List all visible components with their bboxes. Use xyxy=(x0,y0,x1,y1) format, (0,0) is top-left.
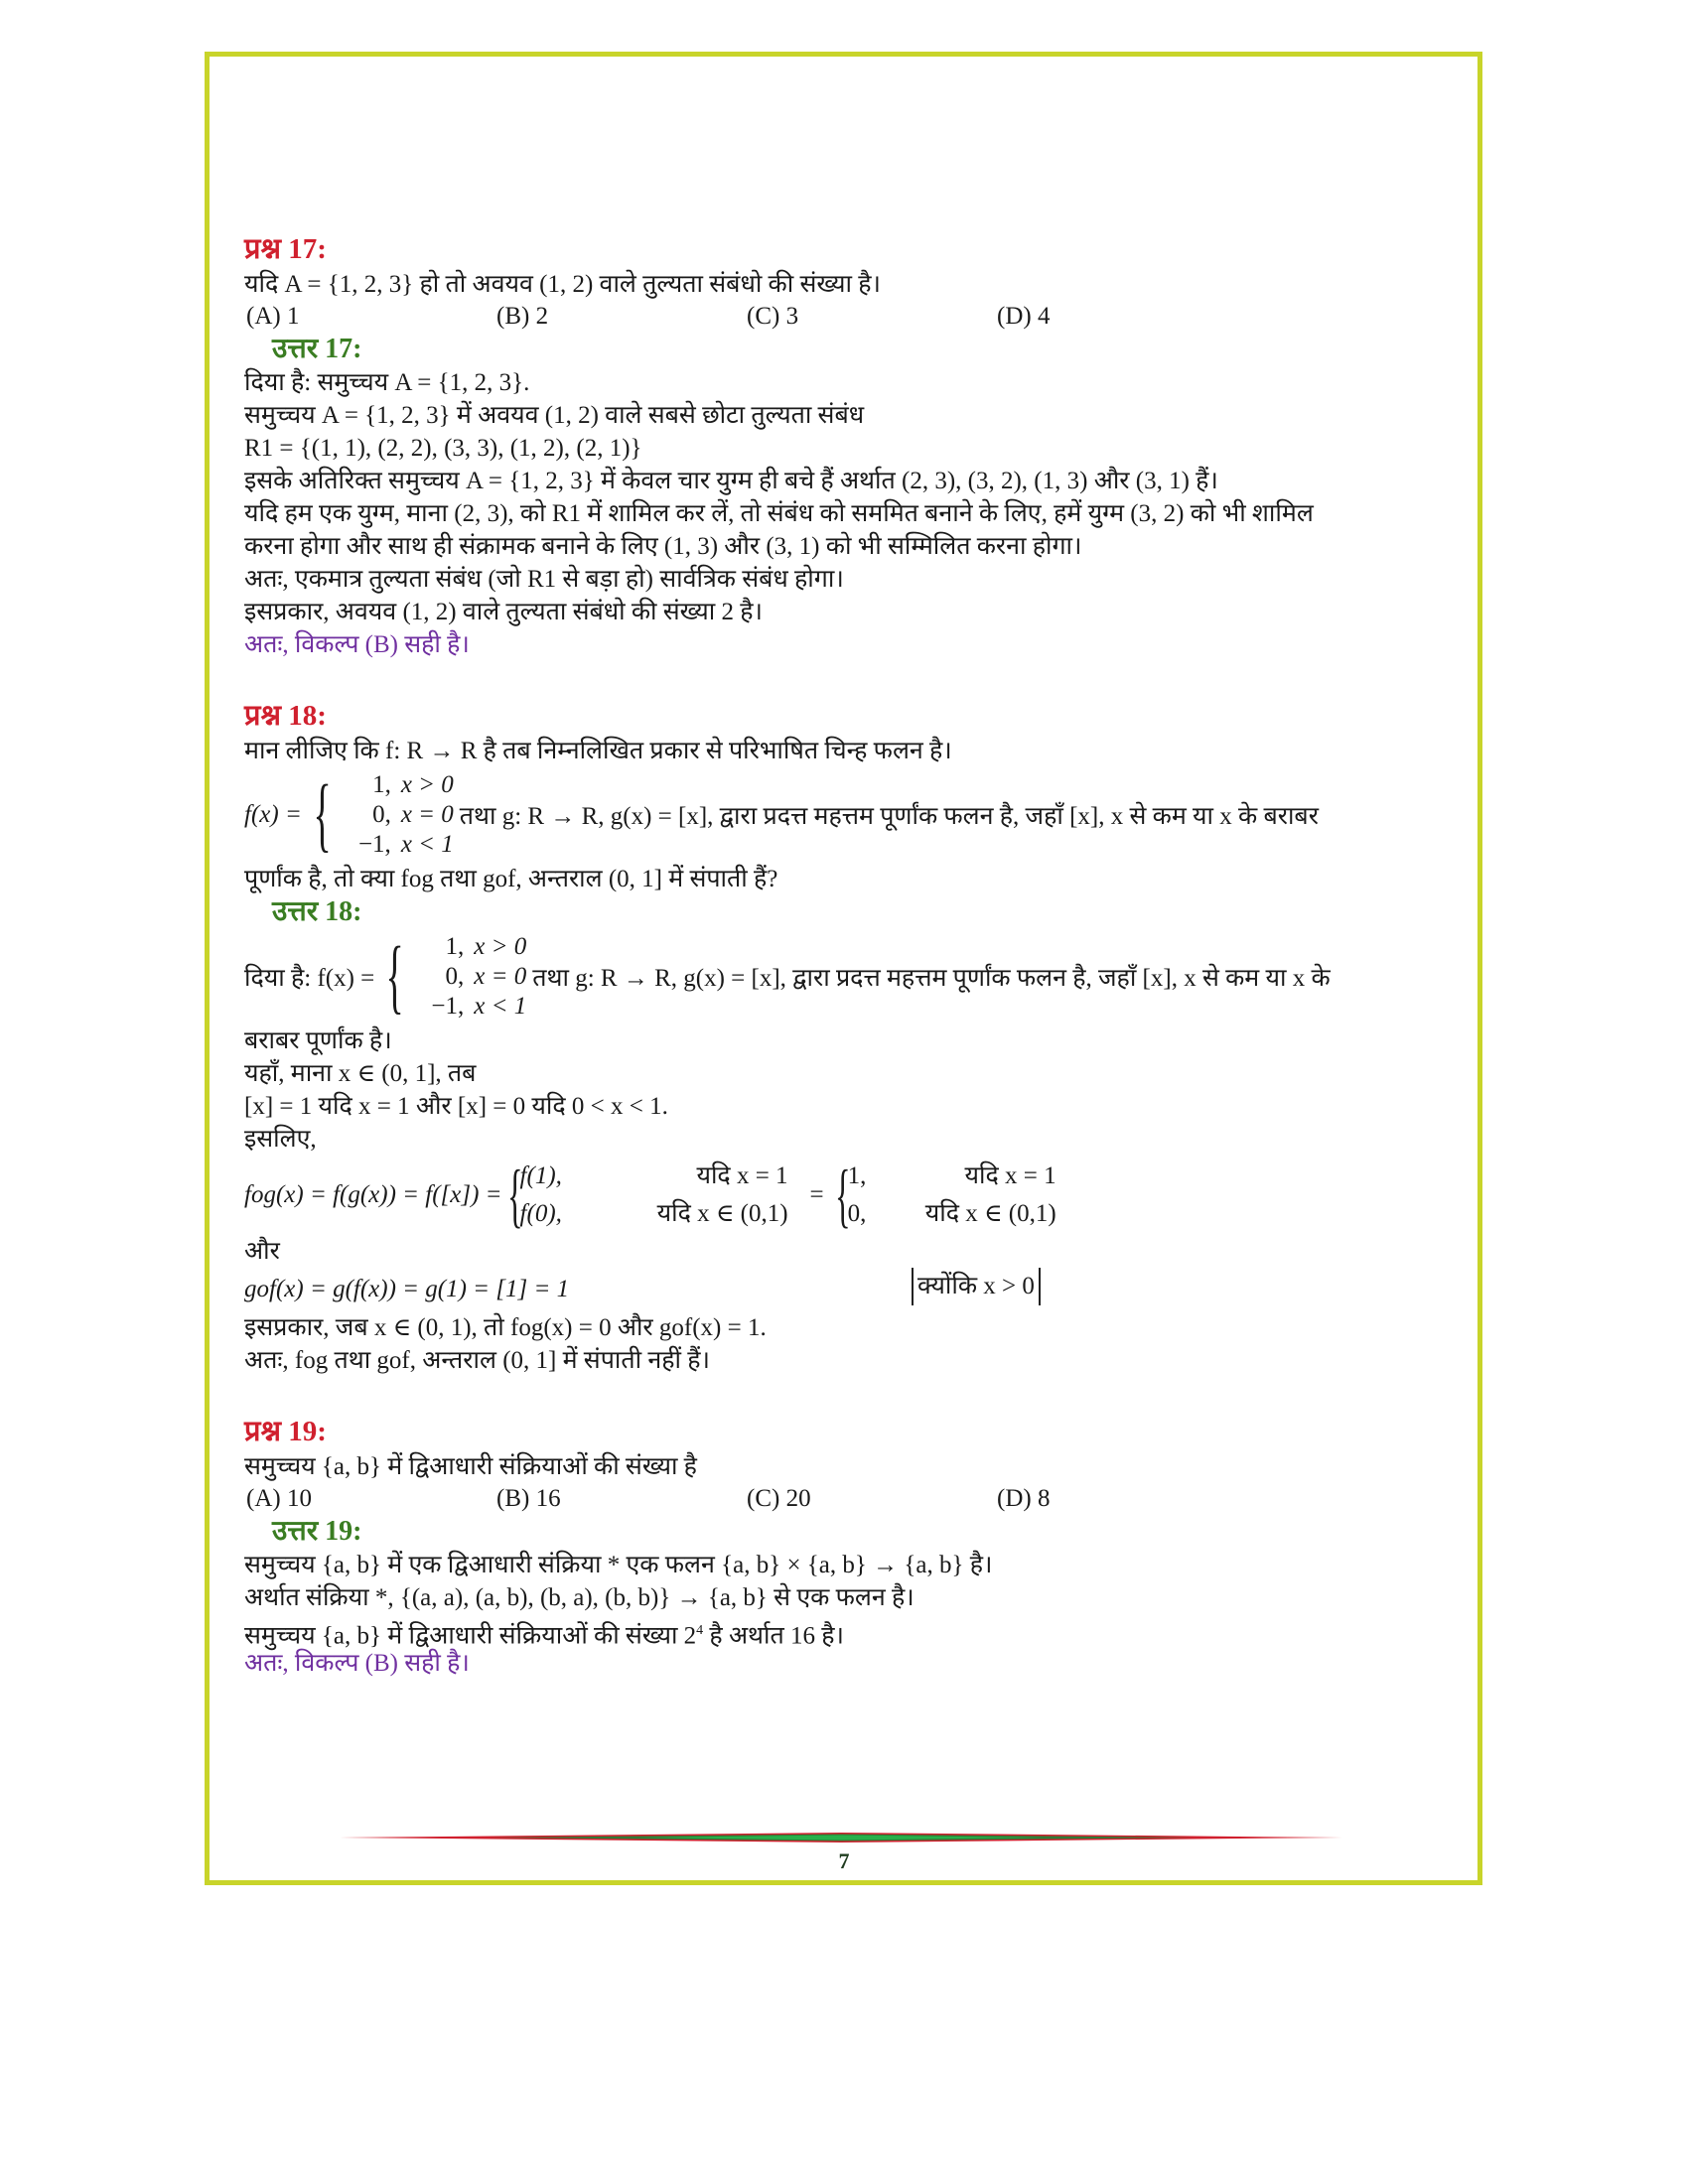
fx-label: f(x) = xyxy=(244,801,302,828)
case-row: −1, x < 1 xyxy=(357,831,454,858)
answer-line: और xyxy=(244,1238,280,1265)
question-heading: प्रश्न 18: xyxy=(244,700,327,732)
case-row: f(1), यदि x = 1 xyxy=(519,1162,788,1189)
fog-cases xyxy=(520,1158,788,1233)
left-brace-icon: { xyxy=(313,768,332,861)
answer-heading: उत्तर 18: xyxy=(272,896,362,927)
fog-lhs: fog(x) = f(g(x)) = f([x]) = xyxy=(244,1181,502,1208)
equals-sign: = xyxy=(809,1181,824,1208)
case-row: −1, x < 1 xyxy=(431,993,527,1020)
answer-conclusion: अतः, fog तथा gof, अन्तराल (0, 1] में संपाती नहीं हैं। xyxy=(244,1347,710,1374)
case-row: f(0), यदि x ∈ (0,1) xyxy=(519,1200,788,1227)
page-number: 7 xyxy=(838,1848,850,1873)
option-d: (D) 4 xyxy=(997,303,1051,330)
question-text: मान लीजिए कि f: R → R है तब निम्नलिखित प्रकार से परिभाषित चिन्ह फलन है। xyxy=(244,738,952,764)
section-gap xyxy=(244,661,1436,697)
option-d: (D) 8 xyxy=(997,1485,1051,1512)
gof-equation xyxy=(244,1268,1436,1311)
answer-line: बराबर पूर्णांक है। xyxy=(244,1027,392,1054)
answer-line: इसलिए, xyxy=(244,1126,317,1153)
answer-line: इसप्रकार, जब x ∈ (0, 1), तो fog(x) = 0 और gof(x) = 1. xyxy=(244,1314,767,1341)
fog-equation xyxy=(244,1156,1436,1235)
question-17 xyxy=(244,230,1436,661)
fog-result-cases xyxy=(848,1158,1056,1233)
question-heading: प्रश्न 19: xyxy=(244,1416,327,1447)
option-c: (C) 20 xyxy=(747,1485,811,1512)
option-b: (B) 16 xyxy=(496,1485,561,1512)
answer-line: समुच्चय A = {1, 2, 3} में अवयव (1, 2) वाले सबसे छोटा तुल्यता संबंध xyxy=(244,402,865,429)
answer-line: करना होगा और साथ ही संक्रामक बनाने के लिए (1, 3) और (3, 1) को भी सम्मिलित करना होगा। xyxy=(244,533,1082,560)
question-text: यदि A = {1, 2, 3} हो तो अवयव (1, 2) वाले तुल्यता संबंधो की संख्या है। xyxy=(244,271,881,298)
gof-note: क्योंकि x > 0 xyxy=(912,1268,1041,1305)
option-a: (A) 1 xyxy=(246,303,300,330)
option-c: (C) 3 xyxy=(747,303,799,330)
exponent: 4 xyxy=(696,1623,704,1638)
piecewise-cases xyxy=(334,770,454,860)
options-row xyxy=(244,301,1436,333)
left-brace-icon: { xyxy=(506,1156,523,1235)
answer-heading: उत्तर 17: xyxy=(272,334,362,364)
piecewise-given xyxy=(244,929,1436,1024)
piecewise-definition xyxy=(244,767,1436,863)
answer-line: [x] = 1 यदि x = 1 और [x] = 0 यदि 0 < x < 1. xyxy=(244,1093,668,1120)
answer-heading: उत्तर 19: xyxy=(272,1516,362,1547)
answer-line: अर्थात संक्रिया *, {(a, a), (a, b), (b, a), (b, b)} → {a, b} से एक फलन है। xyxy=(244,1584,914,1611)
option-b: (B) 2 xyxy=(496,303,549,330)
question-19 xyxy=(244,1413,1436,1680)
question-text: पूर्णांक है, तो क्या fog तथा gof, अन्तराल (0, 1] में संपाती हैं? xyxy=(244,866,778,892)
answer-conclusion: अतः, विकल्प (B) सही है। xyxy=(244,631,470,658)
question-18 xyxy=(244,697,1436,1377)
answer-line: समुच्चय {a, b} में द्विआधारी संक्रियाओं की संख्या $2^4$ है अर्थात 16 है। xyxy=(244,1622,844,1650)
left-brace-icon: { xyxy=(385,930,404,1023)
case-row: 1, x > 0 xyxy=(445,933,527,960)
case-row: 1, यदि x = 1 xyxy=(847,1162,1056,1189)
option-a: (A) 10 xyxy=(246,1485,312,1512)
answer-line: इसप्रकार, अवयव (1, 2) वाले तुल्यता संबंधो की संख्या 2 है। xyxy=(244,599,764,625)
piecewise-cases xyxy=(406,932,526,1022)
case-row: 0, x = 0 xyxy=(372,801,454,828)
answer-line: इसके अतिरिक्त समुच्चय A = {1, 2, 3} में केवल चार युग्म ही बचे हैं अर्थात (2, 3), (3, 2), (1, 3) और (3, 1) हैं। xyxy=(244,468,1218,494)
question-text-continued: तथा g: R → R, g(x) = [x], द्वारा प्रदत्त महत्तम पूर्णांक फलन है, जहाँ [x], x से कम या x के बराबर xyxy=(459,803,1319,830)
page-content xyxy=(244,230,1436,1680)
question-heading: प्रश्न 17: xyxy=(244,233,327,265)
answer-line: यदि हम एक युग्म, माना (2, 3), को R1 में शामिल कर लें, तो संबंध को सममित बनाने के लिए, हमें युग्म (3, 2) को भी शामिल xyxy=(244,500,1314,527)
answer-line: यहाँ, माना x ∈ (0, 1], तब xyxy=(244,1060,477,1087)
answer-text-continued: तथा g: R → R, g(x) = [x], द्वारा प्रदत्त महत्तम पूर्णांक फलन है, जहाँ [x], x से कम या x के xyxy=(532,965,1331,992)
case-row: 0, x = 0 xyxy=(445,963,527,990)
answer-line: समुच्चय {a, b} में एक द्विआधारी संक्रिया * एक फलन {a, b} × {a, b} → {a, b} है। xyxy=(244,1552,993,1578)
case-row: 1, x > 0 xyxy=(372,771,454,798)
footer-divider xyxy=(340,1833,1342,1843)
answer-line: R1 = {(1, 1), (2, 2), (3, 3), (1, 2), (2, 1)} xyxy=(244,435,642,462)
case-row: 0, यदि x ∈ (0,1) xyxy=(847,1200,1056,1227)
options-row xyxy=(244,1483,1436,1515)
answer-conclusion: अतः, विकल्प (B) सही है। xyxy=(244,1650,470,1677)
given-label: दिया है: f(x) = xyxy=(244,965,375,992)
answer-line: दिया है: समुच्चय A = {1, 2, 3}. xyxy=(244,369,530,396)
gof-expression: gof(x) = g(f(x)) = g(1) = [1] = 1 xyxy=(244,1276,570,1302)
left-brace-icon: { xyxy=(834,1156,851,1235)
answer-line: अतः, एकमात्र तुल्यता संबंध (जो R1 से बड़ा हो) सार्वत्रिक संबंध होगा। xyxy=(244,566,844,593)
section-gap xyxy=(244,1377,1436,1413)
question-text: समुच्चय {a, b} में द्विआधारी संक्रियाओं की संख्या है xyxy=(244,1453,697,1480)
